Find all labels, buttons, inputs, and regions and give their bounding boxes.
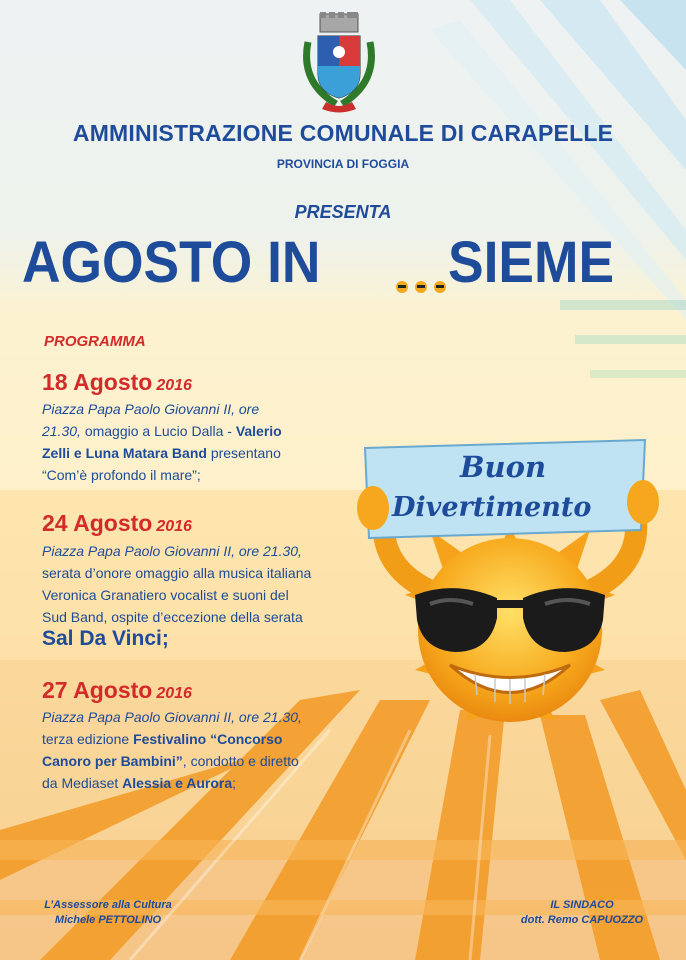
event-line: Piazza Papa Paolo Giovanni II, ore 21.30, (42, 709, 302, 725)
mini-sun-icon (395, 280, 409, 294)
event-line: omaggio a Lucio Dalla - (80, 423, 236, 439)
event-line: terza edizione (42, 731, 134, 747)
event-date (42, 510, 192, 537)
organization-title: AMMINISTRAZIONE COMUNALE DI CARAPELLE (72, 120, 614, 146)
program-heading: PROGRAMMA (44, 333, 146, 350)
event-date (42, 369, 192, 396)
signature-name: dott. Remo CAPUOZZO (520, 914, 644, 926)
event-line: serata d’onore omaggio alla musica italiana (42, 565, 312, 581)
signature-assessor (28, 898, 188, 928)
event-line: da Mediaset (42, 775, 123, 791)
event-line: ; (232, 775, 237, 791)
event-year: 2016 (156, 377, 192, 394)
event-day: 27 Agosto (42, 677, 153, 703)
coat-of-arms-icon (298, 12, 380, 114)
event-line: Sud Band, ospite d’eccezione della serata (42, 609, 303, 625)
signature-role: IL SINDACO (550, 899, 614, 911)
event-date (42, 677, 192, 704)
title-part-left: AGOSTO IN (22, 230, 321, 295)
event-year: 2016 (156, 518, 192, 535)
banner-line-2: Divertimento (392, 492, 592, 523)
event-line: Piazza Papa Paolo Giovanni II, ore (42, 401, 260, 417)
event-line: “Com’è profondo il mare”; (42, 467, 201, 483)
event-line: Alessia e Aurora (122, 775, 233, 791)
event-line: presentano (206, 445, 281, 461)
event-day: 18 Agosto (42, 369, 153, 395)
event-description (42, 540, 358, 628)
signature-mayor (512, 898, 652, 928)
event-description (42, 398, 358, 486)
presents-label: PRESENTA (294, 202, 392, 222)
event-line: Zelli e Luna Matara Band (42, 445, 207, 461)
banner-line-1: Buon (460, 450, 547, 484)
event-day: 24 Agosto (42, 510, 153, 536)
event-description (42, 706, 358, 794)
guest-suffix: ; (161, 627, 169, 650)
event-line: Piazza Papa Paolo Giovanni II, ore 21.30, (42, 543, 302, 559)
signature-role: L’Assessore alla Cultura (44, 899, 172, 911)
guest-label: Sal Da Vinci (42, 627, 162, 650)
mini-sun-icon (433, 280, 447, 294)
event-line: Festivalino “Concorso (133, 731, 283, 747)
guest-name (42, 627, 169, 651)
province-subtitle: PROVINCIA DI FOGGIA (276, 157, 410, 171)
event-year: 2016 (156, 685, 192, 702)
event-line: Veronica Granatiero vocalist e suoni del (42, 587, 289, 603)
event-line: Valerio (235, 423, 282, 439)
event-line: Canoro per Bambini” (42, 753, 183, 769)
title-part-right: SIEME (448, 230, 615, 295)
event-line: 21.30, (42, 423, 81, 439)
event-title (0, 228, 686, 298)
event-line: , condotto e diretto (182, 753, 299, 769)
signature-name: Michele PETTOLINO (54, 914, 162, 926)
mini-sun-icon (414, 280, 428, 294)
